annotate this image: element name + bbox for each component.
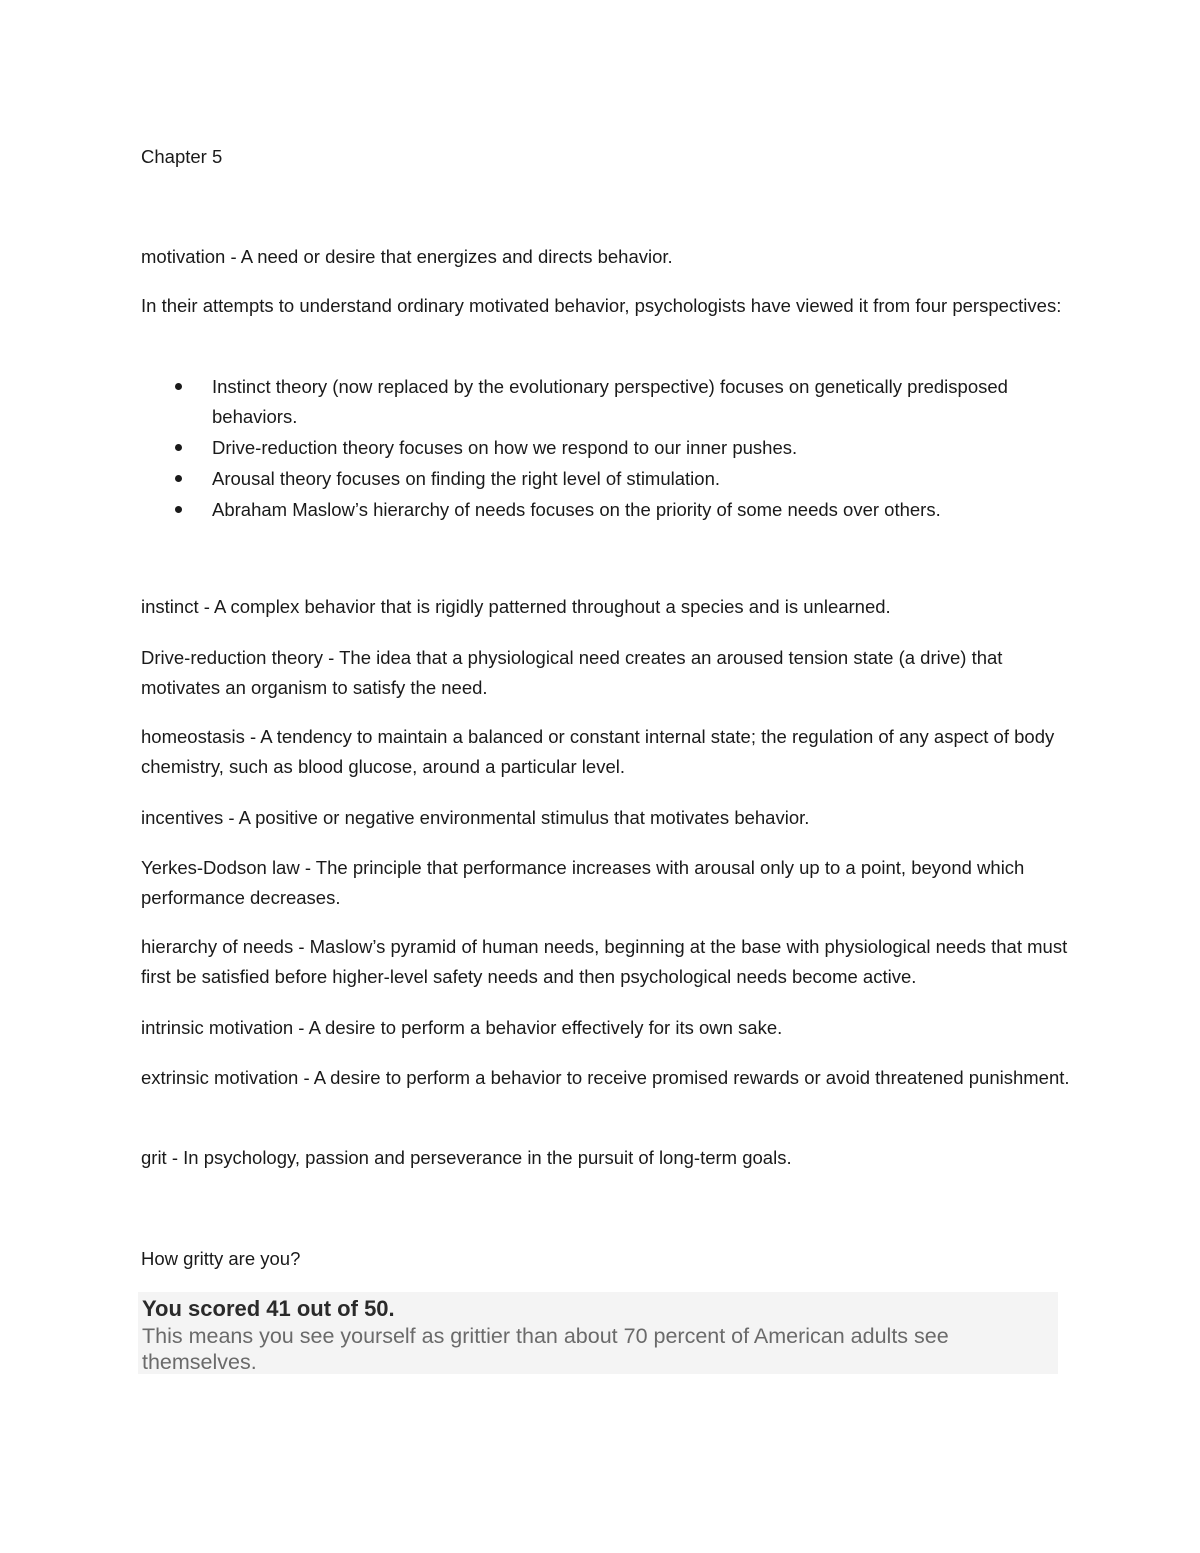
yerkes-dodson-definition: Yerkes-Dodson law - The principle that performance increases with arousal only up to a point, beyond which performance decreases. bbox=[141, 857, 1025, 908]
list-item-text: Instinct theory (now replaced by the evolutionary perspective) focuses on genetically predisposed behaviors. bbox=[212, 376, 1008, 427]
list-item bbox=[141, 433, 1041, 463]
list-item-text: Abraham Maslow’s hierarchy of needs focuses on the priority of some needs over others. bbox=[212, 499, 941, 520]
list-item bbox=[141, 464, 1041, 494]
grit-question: How gritty are you? bbox=[141, 1248, 301, 1269]
hierarchy-of-needs-definition: hierarchy of needs - Maslow’s pyramid of human needs, beginning at the base with physiological needs that must first be satisfied before higher-level safety needs and then psychological needs become active. bbox=[141, 936, 1068, 987]
chapter-title: Chapter 5 bbox=[141, 146, 223, 167]
score-title: You scored 41 out of 50. bbox=[142, 1296, 395, 1321]
perspectives-list bbox=[141, 372, 1041, 526]
drive-reduction-definition: Drive-reduction theory - The idea that a physiological need creates an aroused tension state (a drive) that motivates an organism to satisfy the need. bbox=[141, 647, 1003, 698]
bullet-icon bbox=[175, 444, 182, 451]
list-item-text: Drive-reduction theory focuses on how we respond to our inner pushes. bbox=[212, 437, 798, 458]
extrinsic-motivation-definition: extrinsic motivation - A desire to perform a behavior to receive promised rewards or avoid threatened punishment. bbox=[141, 1067, 1070, 1088]
bullet-icon bbox=[175, 383, 182, 390]
incentives-definition: incentives - A positive or negative environmental stimulus that motivates behavior. bbox=[141, 807, 810, 828]
intro-paragraph: In their attempts to understand ordinary motivated behavior, psychologists have viewed it from four perspectives: bbox=[141, 295, 1062, 316]
homeostasis-definition: homeostasis - A tendency to maintain a balanced or constant internal state; the regulation of any aspect of body chemistry, such as blood glucose, around a particular level. bbox=[141, 726, 1055, 777]
score-description: This means you see yourself as grittier than about 70 percent of American adults see themselves. bbox=[142, 1324, 949, 1374]
grit-definition: grit - In psychology, passion and perseverance in the pursuit of long-term goals. bbox=[141, 1147, 792, 1168]
score-result-box bbox=[138, 1292, 1058, 1374]
instinct-definition: instinct - A complex behavior that is rigidly patterned throughout a species and is unlearned. bbox=[141, 596, 891, 617]
list-item bbox=[141, 495, 1041, 525]
bullet-icon bbox=[175, 506, 182, 513]
motivation-definition: motivation - A need or desire that energizes and directs behavior. bbox=[141, 246, 673, 267]
bullet-icon bbox=[175, 475, 182, 482]
intrinsic-motivation-definition: intrinsic motivation - A desire to perform a behavior effectively for its own sake. bbox=[141, 1017, 783, 1038]
list-item bbox=[141, 372, 1041, 432]
list-item-text: Arousal theory focuses on finding the right level of stimulation. bbox=[212, 468, 721, 489]
